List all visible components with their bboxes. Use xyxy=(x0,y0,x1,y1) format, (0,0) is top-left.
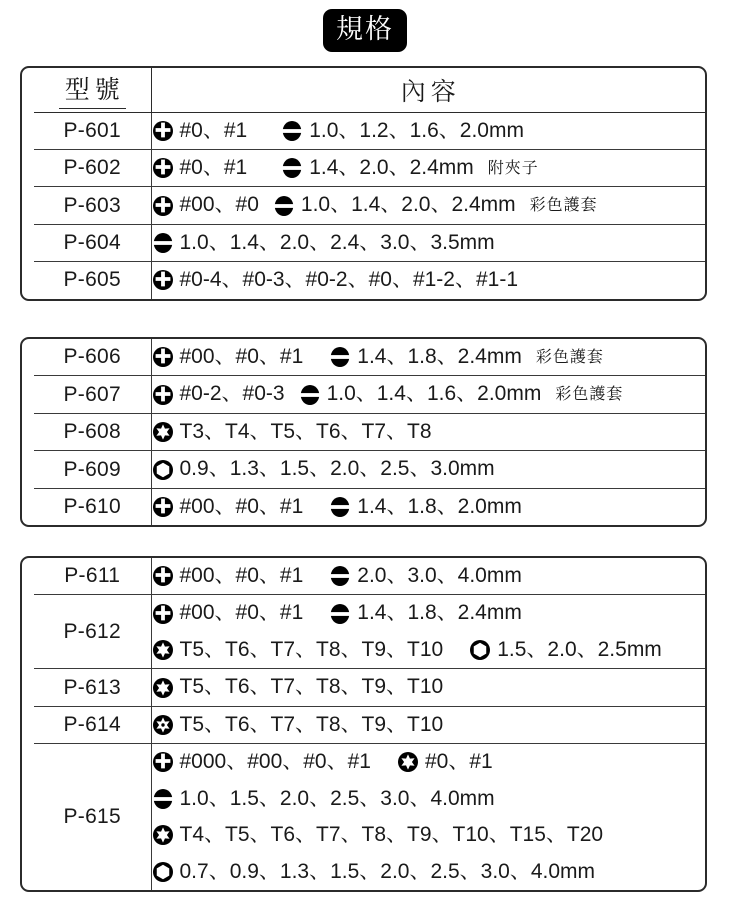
model-number: P-614 xyxy=(34,706,151,743)
gutter xyxy=(22,262,34,299)
gutter xyxy=(22,224,34,261)
bit-spec-group xyxy=(152,492,304,522)
content-line xyxy=(152,558,706,594)
bit-spec-sizes: 1.0、1.4、2.0、2.4、3.0、3.5mm xyxy=(179,230,495,254)
content-cell xyxy=(151,339,705,376)
content-cell xyxy=(151,413,705,450)
table-header-row xyxy=(22,68,705,112)
content-cell xyxy=(151,669,705,706)
phillips-bit-icon xyxy=(152,120,174,142)
bit-spec-group xyxy=(273,190,516,220)
bit-spec-sizes: #00、#0 xyxy=(179,193,259,217)
phillips-bit-icon xyxy=(152,565,174,587)
content-note: 彩色護套 xyxy=(529,197,598,214)
slotted-bit-icon xyxy=(329,496,351,518)
bit-spec-sizes: 1.4、2.0、2.4mm xyxy=(309,155,474,179)
slotted-bit-icon xyxy=(329,346,351,368)
content-line xyxy=(152,817,706,853)
table-row[interactable] xyxy=(22,224,705,261)
bit-spec-group xyxy=(329,492,522,522)
spec-table-block-2 xyxy=(20,337,707,527)
gutter xyxy=(22,187,34,224)
model-number: P-606 xyxy=(63,345,122,369)
bit-spec-group xyxy=(329,598,522,628)
bit-spec-group xyxy=(469,635,662,665)
bit-spec-group xyxy=(152,379,285,409)
table-row[interactable] xyxy=(22,744,705,890)
content-line xyxy=(152,225,706,261)
bit-spec-sizes: #000、#00、#0、#1 xyxy=(179,750,371,774)
content-cell xyxy=(151,262,705,299)
bit-spec-group xyxy=(152,265,519,295)
bit-spec-group xyxy=(152,228,495,258)
torx-bit-icon xyxy=(152,639,174,661)
phillips-bit-icon xyxy=(152,269,174,291)
bit-spec-group xyxy=(152,784,495,814)
model-number: P-611 xyxy=(64,564,121,588)
model-number: P-610 xyxy=(34,488,151,525)
content-line xyxy=(152,854,706,890)
model-number: P-601 xyxy=(63,118,122,142)
content-line xyxy=(152,451,706,487)
model-number: P-603 xyxy=(34,187,151,224)
bit-spec-group xyxy=(329,342,522,372)
bit-spec-sizes: T5、T6、T7、T8、T9、T10 xyxy=(179,712,444,736)
gutter xyxy=(22,706,34,743)
model-number: P-612 xyxy=(34,595,151,669)
spec-table xyxy=(22,558,705,890)
bit-spec-sizes: #0、#1 xyxy=(179,118,248,142)
hex-bit-icon xyxy=(152,861,174,883)
slotted-bit-icon xyxy=(152,788,174,810)
bit-spec-sizes: #0、#1 xyxy=(179,155,248,179)
bit-spec-sizes: #0-2、#0-3 xyxy=(179,382,285,406)
content-line xyxy=(152,707,706,743)
bit-spec-group xyxy=(152,417,432,447)
bit-spec-group xyxy=(281,116,524,146)
model-number: P-607 xyxy=(34,376,151,413)
bit-spec-group xyxy=(152,857,596,887)
table-row[interactable] xyxy=(22,376,705,413)
table-row[interactable] xyxy=(22,112,705,149)
table-row[interactable] xyxy=(22,488,705,525)
bit-spec-sizes: 1.4、1.8、2.4mm xyxy=(357,345,522,368)
bit-spec-sizes: T5、T6、T7、T8、T9、T10 xyxy=(179,637,444,661)
slotted-bit-icon xyxy=(273,195,295,217)
gutter xyxy=(22,68,34,112)
content-note: 彩色護套 xyxy=(555,386,624,404)
bit-spec-sizes: T3、T4、T5、T6、T7、T8 xyxy=(179,419,432,443)
bit-spec-sizes: 1.4、1.8、2.4mm xyxy=(357,601,522,625)
gutter xyxy=(22,376,34,413)
content-line xyxy=(152,632,706,668)
content-cell xyxy=(151,187,705,224)
slotted-bit-icon xyxy=(299,384,321,406)
torx-bit-icon xyxy=(397,751,419,773)
table-row[interactable] xyxy=(22,558,705,595)
content-line xyxy=(152,595,706,631)
table-row[interactable] xyxy=(22,669,705,706)
table-row[interactable] xyxy=(22,262,705,299)
spec-table xyxy=(22,68,705,299)
content-cell xyxy=(151,488,705,525)
content-line xyxy=(152,113,706,149)
gutter xyxy=(22,488,34,525)
content-cell xyxy=(151,376,705,413)
content-cell xyxy=(151,149,705,186)
phillips-bit-icon xyxy=(152,384,174,406)
bit-spec-sizes: #00、#0、#1 xyxy=(179,494,304,518)
content-cell xyxy=(151,112,705,149)
phillips-bit-icon xyxy=(152,157,174,179)
slotted-bit-icon xyxy=(152,232,174,254)
bit-spec-group xyxy=(152,820,604,850)
slotted-bit-icon xyxy=(329,565,351,587)
hex-bit-icon xyxy=(152,459,174,481)
phillips-bit-icon xyxy=(152,195,174,217)
bit-spec-group xyxy=(152,561,304,591)
bit-spec-sizes: #0-4、#0-3、#0-2、#0、#1-2、#1-1 xyxy=(179,268,519,292)
bit-spec-group xyxy=(152,116,248,146)
table-row[interactable] xyxy=(22,187,705,224)
bit-spec-sizes: #0、#1 xyxy=(424,750,493,774)
torx-bit-icon xyxy=(152,677,174,699)
content-note: 彩色護套 xyxy=(535,348,604,366)
model-number: P-615 xyxy=(34,744,151,890)
content-line xyxy=(152,339,706,375)
bit-spec-sizes: 0.7、0.9、1.3、1.5、2.0、2.5、3.0、4.0mm xyxy=(179,859,596,883)
hex-bit-icon xyxy=(469,639,491,661)
content-line xyxy=(152,414,706,450)
model-number: P-605 xyxy=(34,262,151,299)
content-note: 附夾子 xyxy=(487,159,539,177)
content-cell xyxy=(151,451,705,488)
model-number: P-602 xyxy=(34,149,151,186)
gutter xyxy=(22,744,34,890)
column-header-content: 內容 xyxy=(151,68,705,112)
content-line xyxy=(152,150,706,186)
column-header-model xyxy=(34,68,151,112)
torx-bit-icon xyxy=(152,421,174,443)
phillips-bit-icon xyxy=(152,496,174,518)
table-row[interactable] xyxy=(22,149,705,186)
bit-spec-group xyxy=(281,153,474,183)
bit-spec-sizes: 1.0、1.4、2.0、2.4mm xyxy=(300,193,516,217)
model-number: P-613 xyxy=(34,669,151,706)
bit-spec-sizes: 0.9、1.3、1.5、2.0、2.5、3.0mm xyxy=(179,457,495,481)
bit-spec-group xyxy=(329,561,522,591)
table-row[interactable] xyxy=(22,451,705,488)
bit-spec-sizes: 1.0、1.2、1.6、2.0mm xyxy=(309,118,524,142)
slotted-bit-icon xyxy=(281,120,303,142)
bit-spec-group xyxy=(152,672,444,702)
gutter xyxy=(22,413,34,450)
slotted-bit-icon xyxy=(329,603,351,625)
bit-spec-group xyxy=(152,342,304,372)
model-number: P-609 xyxy=(34,451,151,488)
bit-spec-group xyxy=(299,379,542,409)
gutter xyxy=(22,451,34,488)
table-row[interactable] xyxy=(22,413,705,450)
table-row[interactable] xyxy=(22,706,705,743)
torx-security-bit-icon xyxy=(152,714,174,736)
bit-spec-sizes: #00、#0、#1 xyxy=(179,564,304,587)
content-line xyxy=(152,376,706,412)
spec-table-block-3 xyxy=(20,556,707,892)
bit-spec-group xyxy=(152,190,259,220)
bit-spec-sizes: 1.0、1.5、2.0、2.5、3.0、4.0mm xyxy=(179,786,495,810)
model-number: P-604 xyxy=(34,224,151,261)
gutter xyxy=(22,595,34,669)
content-cell xyxy=(151,224,705,261)
content-line xyxy=(152,781,706,817)
torx-bit-icon xyxy=(152,824,174,846)
gutter xyxy=(22,558,34,595)
gutter xyxy=(22,149,34,186)
content-cell xyxy=(151,595,705,669)
phillips-bit-icon xyxy=(152,346,174,368)
content-line xyxy=(152,187,706,223)
model-number: P-608 xyxy=(34,413,151,450)
gutter xyxy=(22,339,34,376)
table-row[interactable] xyxy=(22,339,705,376)
phillips-bit-icon xyxy=(152,751,174,773)
gutter xyxy=(22,112,34,149)
content-cell xyxy=(151,706,705,743)
content-line xyxy=(152,669,706,705)
slotted-bit-icon xyxy=(281,157,303,179)
bit-spec-group xyxy=(152,710,444,740)
bit-spec-group xyxy=(397,747,493,777)
table-row[interactable] xyxy=(22,595,705,669)
bit-spec-group xyxy=(152,747,371,777)
bit-spec-group xyxy=(152,153,248,183)
bit-spec-sizes: T5、T6、T7、T8、T9、T10 xyxy=(179,675,444,699)
page-title: 規格 xyxy=(323,9,407,52)
bit-spec-sizes: T4、T5、T6、T7、T8、T9、T10、T15、T20 xyxy=(179,823,604,847)
bit-spec-sizes: 2.0、3.0、4.0mm xyxy=(357,564,522,587)
gutter xyxy=(22,669,34,706)
bit-spec-group xyxy=(152,598,304,628)
content-line xyxy=(152,489,706,525)
column-header-model-label: 型號 xyxy=(59,70,126,109)
content-line xyxy=(152,744,706,780)
content-line xyxy=(152,262,706,298)
bit-spec-group xyxy=(152,635,444,665)
bit-spec-sizes: #00、#0、#1 xyxy=(179,601,304,625)
bit-spec-sizes: 1.5、2.0、2.5mm xyxy=(497,637,662,661)
content-cell xyxy=(151,744,705,890)
spec-table xyxy=(22,339,705,525)
bit-spec-sizes: #00、#0、#1 xyxy=(179,345,304,368)
content-cell xyxy=(151,558,705,595)
spec-table-block-1 xyxy=(20,66,707,301)
bit-spec-sizes: 1.0、1.4、1.6、2.0mm xyxy=(326,382,542,406)
title-bar xyxy=(0,0,730,52)
bit-spec-sizes: 1.4、1.8、2.0mm xyxy=(357,494,522,518)
phillips-bit-icon xyxy=(152,603,174,625)
bit-spec-group xyxy=(152,454,495,484)
